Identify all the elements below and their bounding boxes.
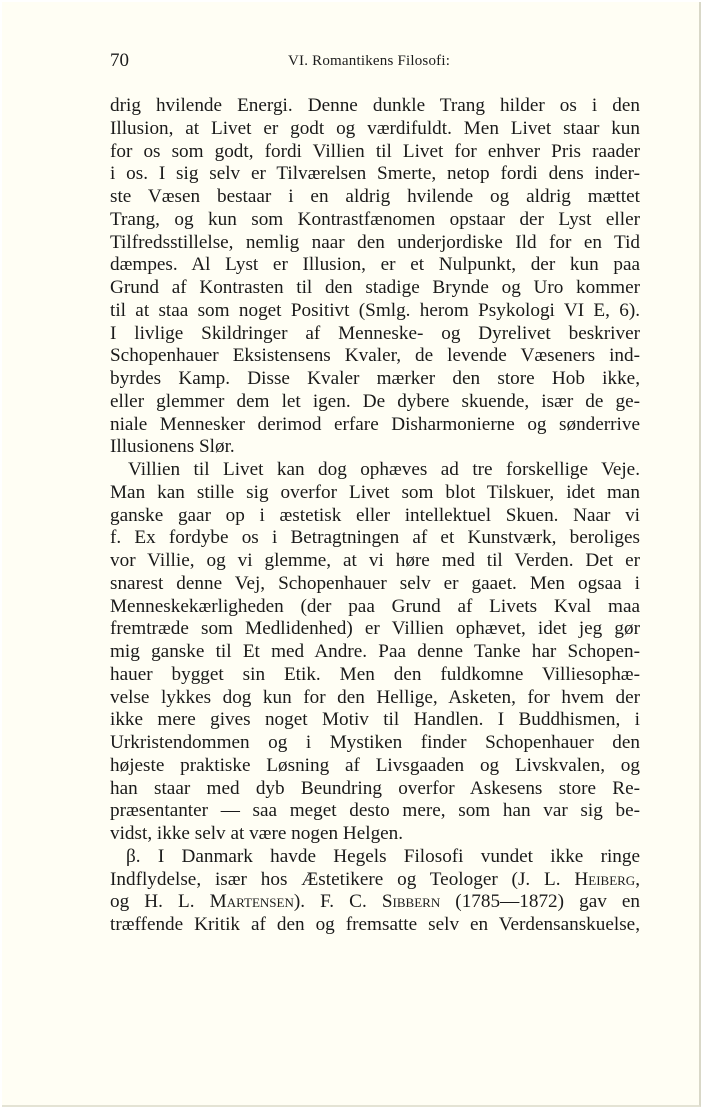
text-line: han staar med dyb Beundring overfor Askesens store Re-	[110, 777, 640, 799]
section-beta-line-1: β. I Danmark havde Hegels Filosofi vundet ikke ringe	[126, 845, 641, 867]
text-line: I livlige Skildringer af Menneske- og Dyrelivet beskriver	[110, 322, 640, 344]
text-line: Tilfredsstillelse, nemlig naar den underjordiske Ild for en Tid	[110, 231, 640, 253]
text-line: byrdes Kamp. Disse Kvaler mærker den store Hob ikke,	[110, 368, 640, 389]
text-line: niale Mennesker derimod erfare Disharmonierne og sønderrive	[110, 413, 640, 435]
text-line: f. Ex fordybe os i Betragtningen af et Kunstværk, beroliges	[110, 527, 640, 549]
person-name: F. C. Sibbern	[320, 891, 441, 913]
text-line: for os som godt, fordi Villien til Livet for enhver Pris raader	[110, 140, 640, 162]
body-text	[110, 95, 640, 937]
text-line: højeste praktiske Løsning af Livsgaaden og Livskvalen, og	[110, 754, 640, 776]
running-title: VI. Romantikens Filosofi:	[288, 53, 451, 69]
text-line: mig ganske til Et med Andre. Paa denne Tanke har Schopen-	[110, 641, 640, 662]
text-line: ste Væsen bestaar i en aldrig hvilende og aldrig mættet	[110, 186, 640, 207]
section-beta-line-2: Indflydelse, især hos Æstetikere og Teologer (J. L. Heiberg,	[110, 868, 640, 890]
text-line: Urkristendommen og i Mystiken finder Schopenhauer den	[110, 732, 640, 753]
section-beta-line-4: træffende Kritik af den og fremsatte selv en Verdensanskuelse,	[110, 914, 640, 935]
person-name: J. L. Heiberg	[517, 868, 636, 890]
text-line: snarest denne Vej, Schopenhauer selv er gaaet. Men ogsaa i	[110, 572, 640, 594]
text-line: i os. I sig selv er Tilværelsen Smerte, netop fordi dens inder-	[110, 163, 640, 185]
text-line: hauer bygget sin Etik. Men den fuldkomne Villiesophæ-	[110, 663, 640, 685]
text-line: Trang, og kun som Kontrastfænomen opstaar der Lyst eller	[110, 208, 640, 230]
section-beta-line-3: og H. L. Martensen). F. C. Sibbern (1785—1872) gav en	[110, 891, 641, 913]
book-page	[2, 2, 701, 1107]
page-number: 70	[110, 50, 129, 71]
text-line: Grund af Kontrasten til den stadige Brynde og Uro kommer	[110, 277, 640, 298]
running-head	[110, 50, 640, 74]
text-line: drig hvilende Energi. Denne dunkle Trang hilder os i den	[110, 95, 640, 116]
text-line: Villien til Livet kan dog ophæves ad tre forskellige Veje.	[128, 459, 640, 480]
text-line: fremtræde som Medlidenhed) er Villien ophævet, idet jeg gør	[110, 618, 640, 640]
text-line: Illusionens Slør.	[110, 436, 235, 458]
text-line: til at staa som noget Positivt (Smlg. herom Psykologi VI E, 6).	[110, 299, 640, 321]
text-line: Schopenhauer Eksistensens Kvaler, de levende Væseners ind-	[110, 345, 640, 367]
text-line: dæmpes. Al Lyst er Illusion, er et Nulpunkt, der kun paa	[110, 254, 640, 276]
text-line: velse lykkes dog kun for den Hellige, Asketen, for hvem der	[110, 686, 640, 708]
text-line: vor Villie, og vi glemme, at vi høre med til Verden. Det er	[110, 550, 640, 571]
text-line: ganske gaar op i æstetisk eller intellektuel Skuen. Naar vi	[110, 504, 640, 526]
text-line: eller glemmer dem let igen. De dybere skuende, især de ge-	[110, 390, 640, 412]
text-line: præsentanter — saa meget desto mere, som han var sig be-	[110, 800, 640, 822]
text-line: Illusion, at Livet er godt og værdifuldt. Men Livet staar kun	[110, 117, 640, 139]
text-line: ikke mere gives noget Motiv til Handlen. I Buddhismen, i	[110, 709, 640, 731]
text-line: Menneskekærligheden (der paa Grund af Livets Kval maa	[110, 595, 640, 617]
section-marker: β.	[126, 845, 141, 867]
text-line: vidst, ikke selv at være nogen Helgen.	[110, 823, 404, 844]
person-name: H. L. Martensen	[144, 891, 294, 913]
text-line: Man kan stille sig overfor Livet som blot Tilskuer, idet man	[110, 481, 640, 503]
